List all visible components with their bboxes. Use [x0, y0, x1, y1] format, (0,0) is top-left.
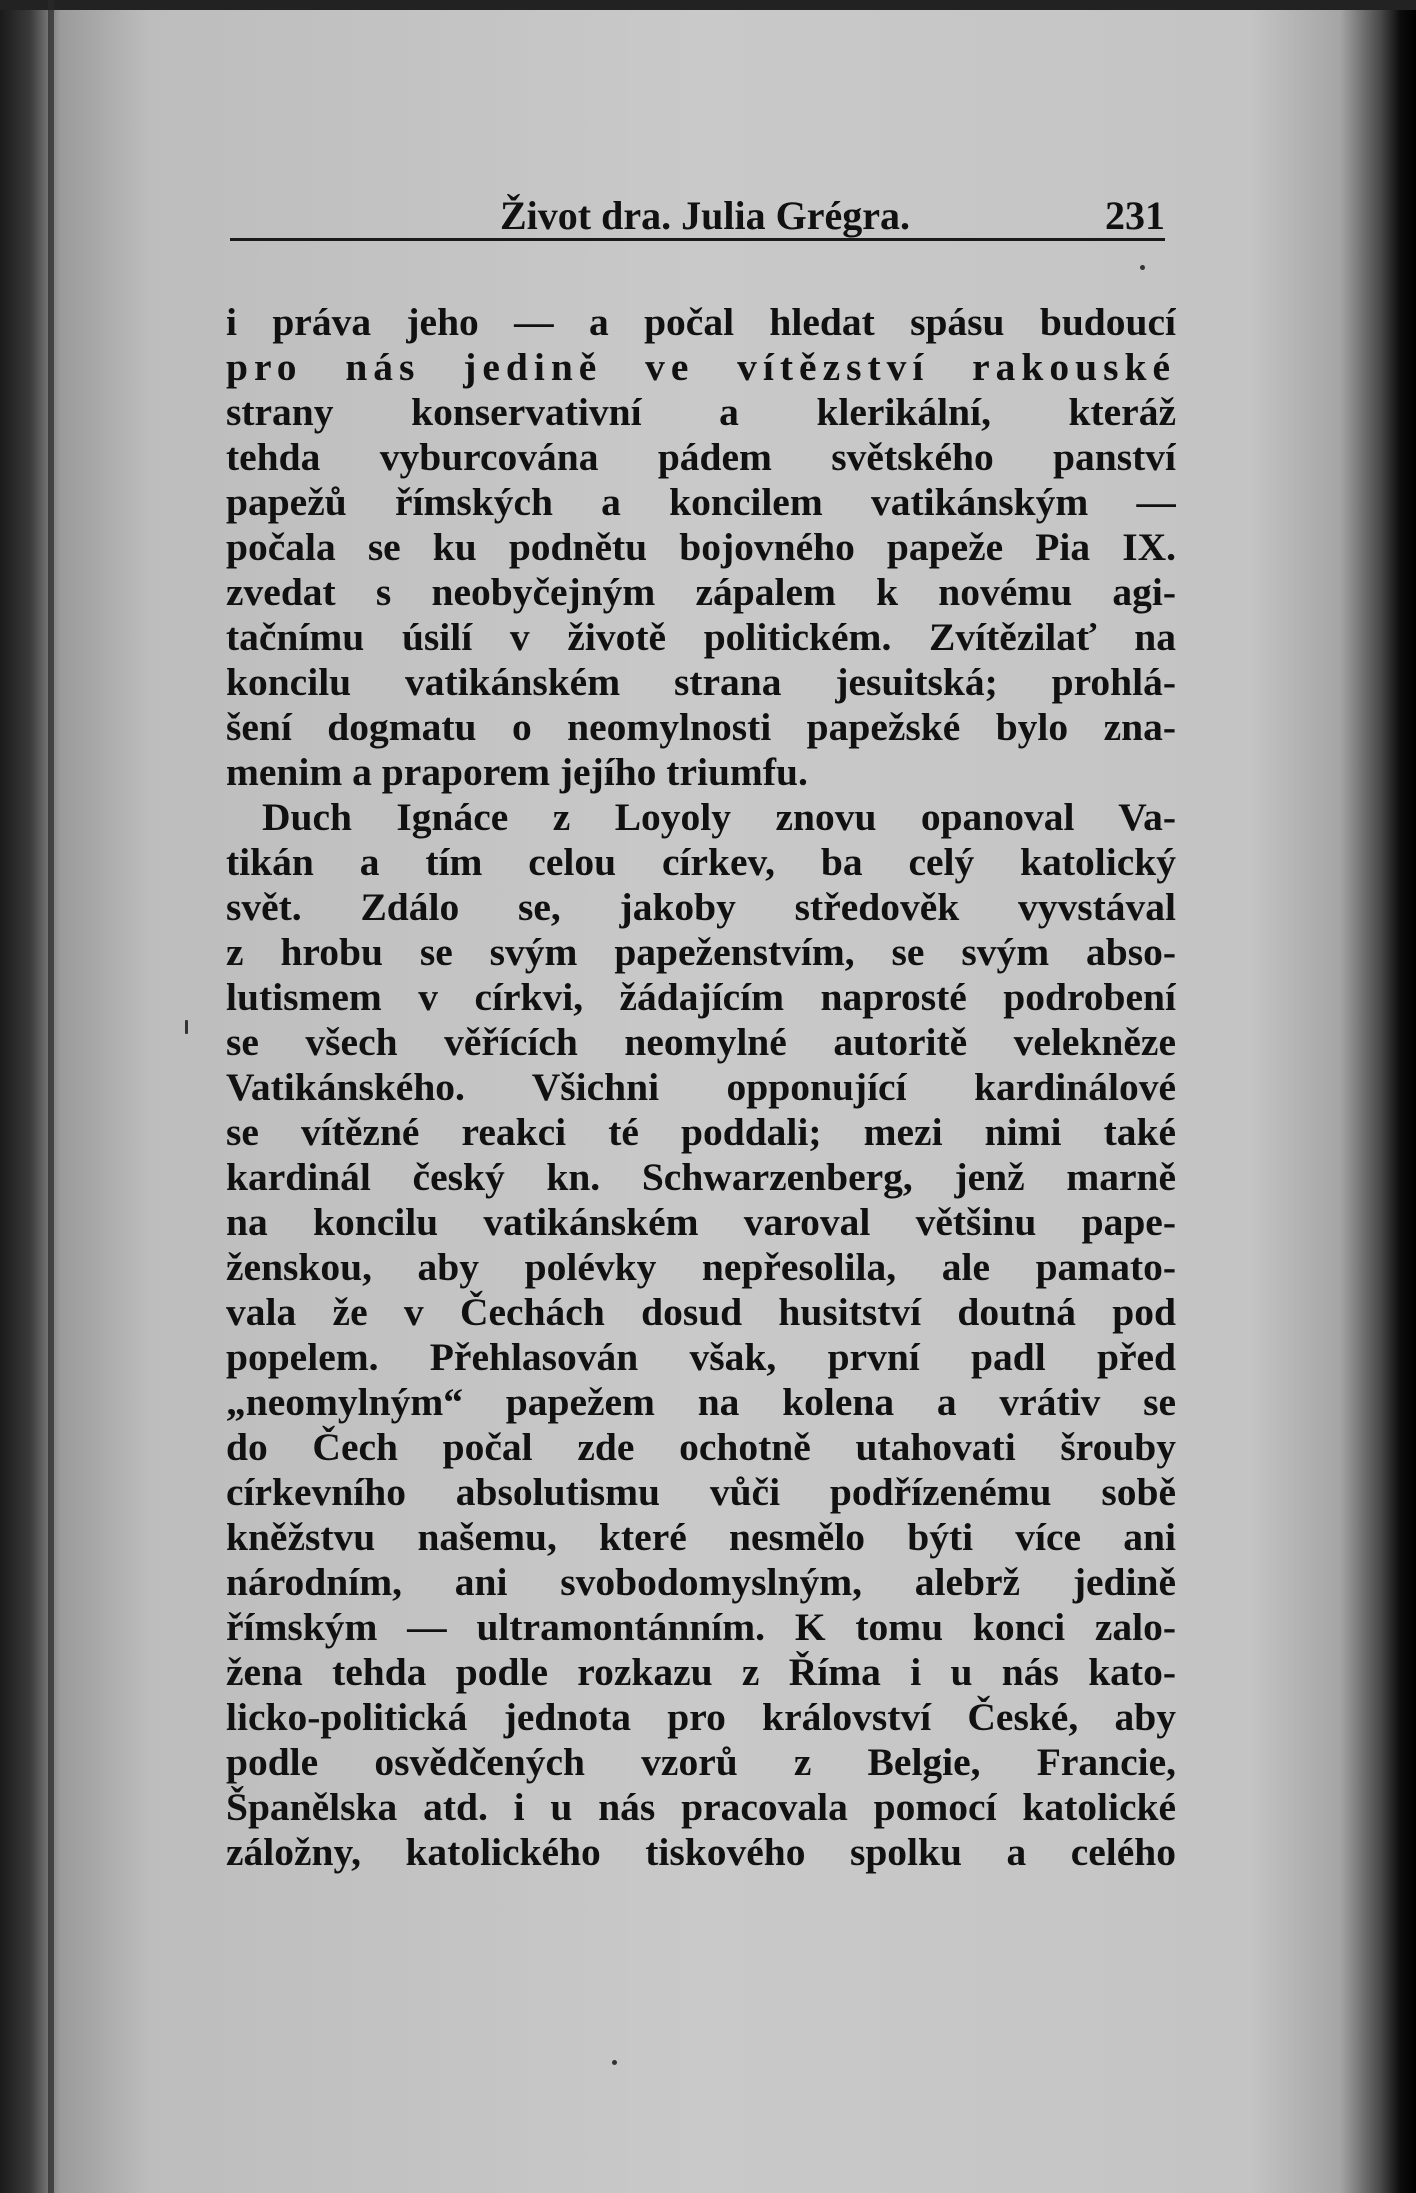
text-line: i práva jeho — a počal hledat spásu budoucí [226, 300, 1176, 344]
text-line: koncilu vatikánském strana jesuitská; prohlá- [226, 660, 1176, 704]
text-line: ženskou, aby polévky nepřesolila, ale pamato- [226, 1245, 1176, 1289]
text-line: počala se ku podnětu bojovného papeže Pia IX. [226, 525, 1176, 569]
page-header [230, 188, 1165, 241]
text-line: licko-politická jednota pro království České, aby [226, 1695, 1176, 1739]
scan-speck [1140, 265, 1145, 270]
body-text [226, 300, 1176, 1875]
text-line: lutismem v církvi, žádajícím naprosté podrobení [226, 975, 1176, 1019]
scan-speck [612, 2060, 617, 2065]
text-line: kardinál český kn. Schwarzenberg, jenž marně [226, 1155, 1176, 1199]
text-line: do Čech počal zde ochotně utahovati šrouby [226, 1425, 1176, 1469]
text-line: národním, ani svobodomyslným, alebrž jedině [226, 1560, 1176, 1604]
text-line: pro nás jedině ve vítězství rakouské [226, 345, 1176, 389]
text-line: Vatikánského. Všichni opponující kardinálové [226, 1065, 1176, 1109]
text-line: menim a praporem jejího triumfu. [226, 750, 808, 794]
text-line: záložny, katolického tiskového spolku a celého [226, 1830, 1176, 1874]
text-line: svět. Zdálo se, jakoby středověk vyvstával [226, 885, 1176, 929]
text-line: tehda vyburcována pádem světského panství [226, 435, 1176, 479]
text-line: na koncilu vatikánském varoval většinu pape- [226, 1200, 1176, 1244]
text-line: z hrobu se svým papeženstvím, se svým abso- [226, 930, 1176, 974]
running-title: Život dra. Julia Grégra. [500, 193, 910, 238]
text-line: římským — ultramontánním. K tomu konci zalo- [226, 1605, 1176, 1649]
text-line: se všech věřících neomylné autoritě velekněze [226, 1020, 1176, 1064]
text-line: popelem. Přehlasován však, první padl před [226, 1335, 1176, 1379]
text-line: se vítězné reakci té poddali; mezi nimi také [226, 1110, 1176, 1154]
text-line: šení dogmatu o neomylnosti papežské bylo zna- [226, 705, 1176, 749]
text-line: zvedat s neobyčejným zápalem k novému agi- [226, 570, 1176, 614]
page-number: 231 [1105, 193, 1165, 238]
text-line: „neomylným“ papežem na kolena a vrátiv se [226, 1380, 1176, 1424]
page-top-edge [0, 0, 1416, 10]
text-line: Duch Ignáce z Loyoly znovu opanoval Va- [262, 795, 1176, 839]
scan-speck [185, 1020, 188, 1034]
text-line: kněžstvu našemu, které nesmělo býti více ani [226, 1515, 1176, 1559]
text-line: strany konservativní a klerikální, kteráž [226, 390, 1176, 434]
text-line: Španělska atd. i u nás pracovala pomocí katolické [226, 1785, 1176, 1829]
text-line: papežů římských a koncilem vatikánským — [226, 480, 1176, 524]
text-line: žena tehda podle rozkazu z Říma i u nás kato- [226, 1650, 1176, 1694]
text-line: tikán a tím celou církev, ba celý katolický [226, 840, 1176, 884]
text-line: vala že v Čechách dosud husitství doutná pod [226, 1290, 1176, 1334]
book-binding-edge [48, 0, 54, 2193]
text-line: tačnímu úsilí v životě politickém. Zvítězilať na [226, 615, 1176, 659]
text-line: podle osvědčených vzorů z Belgie, Francie, [226, 1740, 1176, 1784]
text-line: církevního absolutismu vůči podřízenému sobě [226, 1470, 1176, 1514]
